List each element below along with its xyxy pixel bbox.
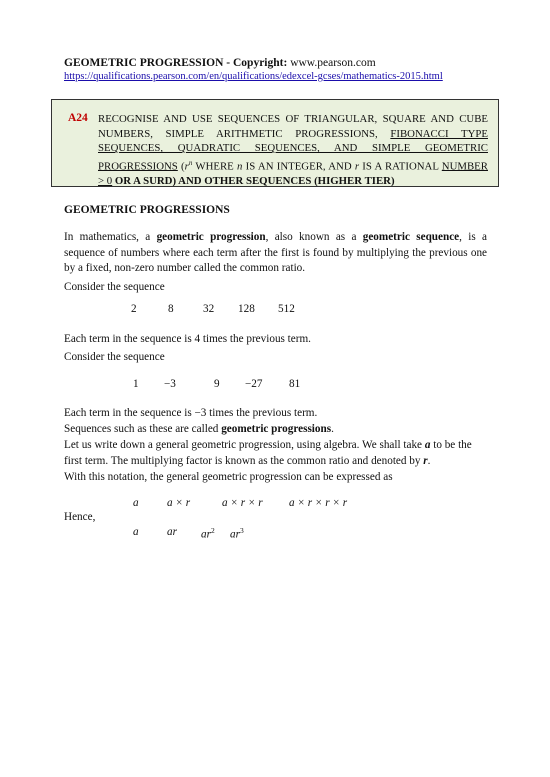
specification-box xyxy=(51,99,499,187)
hence-term xyxy=(201,526,215,541)
sequences-bold: geometric progressions xyxy=(221,423,332,435)
general-term: a × r xyxy=(167,497,191,509)
algebra-text: to be the first term. The multiplying factor is known as the common ratio and denoted by xyxy=(64,439,472,467)
general-term: a xyxy=(133,497,139,509)
intro-bold: geometric sequence xyxy=(362,231,460,243)
general-term: a × r × r xyxy=(222,497,263,509)
algebra-paragraph xyxy=(64,438,487,469)
spec-var-r: r xyxy=(184,160,189,173)
hence-term-base: ar xyxy=(201,528,211,541)
consider-label-1: Consider the sequence xyxy=(64,281,165,293)
sequence-1-term: 8 xyxy=(168,303,174,315)
spec-var-n-sup: n xyxy=(188,158,193,167)
algebra-text: Let us write down a general geometric progression, using algebra. We shall take xyxy=(64,439,425,451)
spec-text-underlined: NUMBER > 0 xyxy=(98,160,488,187)
intro-text: In mathematics, a xyxy=(64,231,157,243)
hence-term xyxy=(230,526,244,541)
hence-term: ar xyxy=(167,526,177,538)
sequence-2-term: 1 xyxy=(133,378,139,390)
spec-text-part: ( xyxy=(177,160,185,173)
sequence-1-term: 512 xyxy=(278,303,295,315)
intro-text: , is a sequence of numbers where each term after the first is found by multiplying the previous one by a fixed, non-zero number called the common ratio. xyxy=(64,231,487,275)
hence-term-base: ar xyxy=(230,528,240,541)
spec-var-n: n xyxy=(237,160,243,173)
algebra-text: . xyxy=(427,454,431,467)
section-title: GEOMETRIC PROGRESSIONS xyxy=(64,204,230,216)
intro-bold: geometric progression xyxy=(156,231,266,243)
spec-code: A24 xyxy=(68,112,88,124)
sequence-1-term: 2 xyxy=(131,303,137,315)
note-2: Each term in the sequence is −3 times the previous term. xyxy=(64,407,318,419)
sequence-2-term: 81 xyxy=(289,378,301,390)
sequence-2-term: 9 xyxy=(214,378,220,390)
header-title-bold: GEOMETRIC PROGRESSION - Copyright: xyxy=(64,57,288,69)
algebra-var-r: r xyxy=(423,454,428,467)
spec-var-r: r xyxy=(354,160,360,173)
spec-text-bold: OR A SURD) AND OTHER SEQUENCES (HIGHER TIER) xyxy=(112,174,395,187)
spec-text xyxy=(98,112,488,189)
intro-paragraph xyxy=(64,230,487,277)
source-link[interactable]: https://qualifications.pearson.com/en/qualifications/edexcel-gcses/mathematics-2015.html xyxy=(64,71,443,82)
intro-text: , also known as a xyxy=(265,231,363,243)
notation-line: With this notation, the general geometric progression can be expressed as xyxy=(64,471,393,483)
spec-text-underlined: FIBONACCI TYPE SEQUENCES, QUADRATIC SEQUENCES, AND SIMPLE GEOMETRIC PROGRESSIONS xyxy=(98,127,488,173)
hence-term-exponent: 2 xyxy=(210,526,215,535)
header-title-rest: www.pearson.com xyxy=(287,57,376,69)
hence-term: a xyxy=(133,526,139,538)
spec-text-part: RECOGNISE AND USE SEQUENCES OF TRIANGULAR, SQUARE AND CUBE NUMBERS, SIMPLE ARITHMETIC PROGRESSIONS, xyxy=(98,113,488,140)
consider-label-2: Consider the sequence xyxy=(64,351,165,363)
spec-text-part: IS AN INTEGER, AND xyxy=(242,160,355,173)
sequence-1-term: 128 xyxy=(238,303,255,315)
spec-text-part: IS A RATIONAL xyxy=(359,160,442,173)
spec-text-part: WHERE xyxy=(192,160,238,173)
general-term: a × r × r × r xyxy=(289,497,348,509)
algebra-var-a: a xyxy=(424,439,431,451)
note-1: Each term in the sequence is 4 times the previous term. xyxy=(64,333,311,345)
hence-term-exponent: 3 xyxy=(239,526,244,535)
sequences-text: . xyxy=(331,423,334,435)
hence-label: Hence, xyxy=(64,511,96,523)
header-title xyxy=(64,57,376,69)
sequence-2-term: −3 xyxy=(164,378,176,390)
sequences-statement xyxy=(64,422,487,438)
sequences-text: Sequences such as these are called xyxy=(64,423,222,435)
sequence-1-term: 32 xyxy=(203,303,215,315)
sequence-2-term: −27 xyxy=(245,378,263,390)
